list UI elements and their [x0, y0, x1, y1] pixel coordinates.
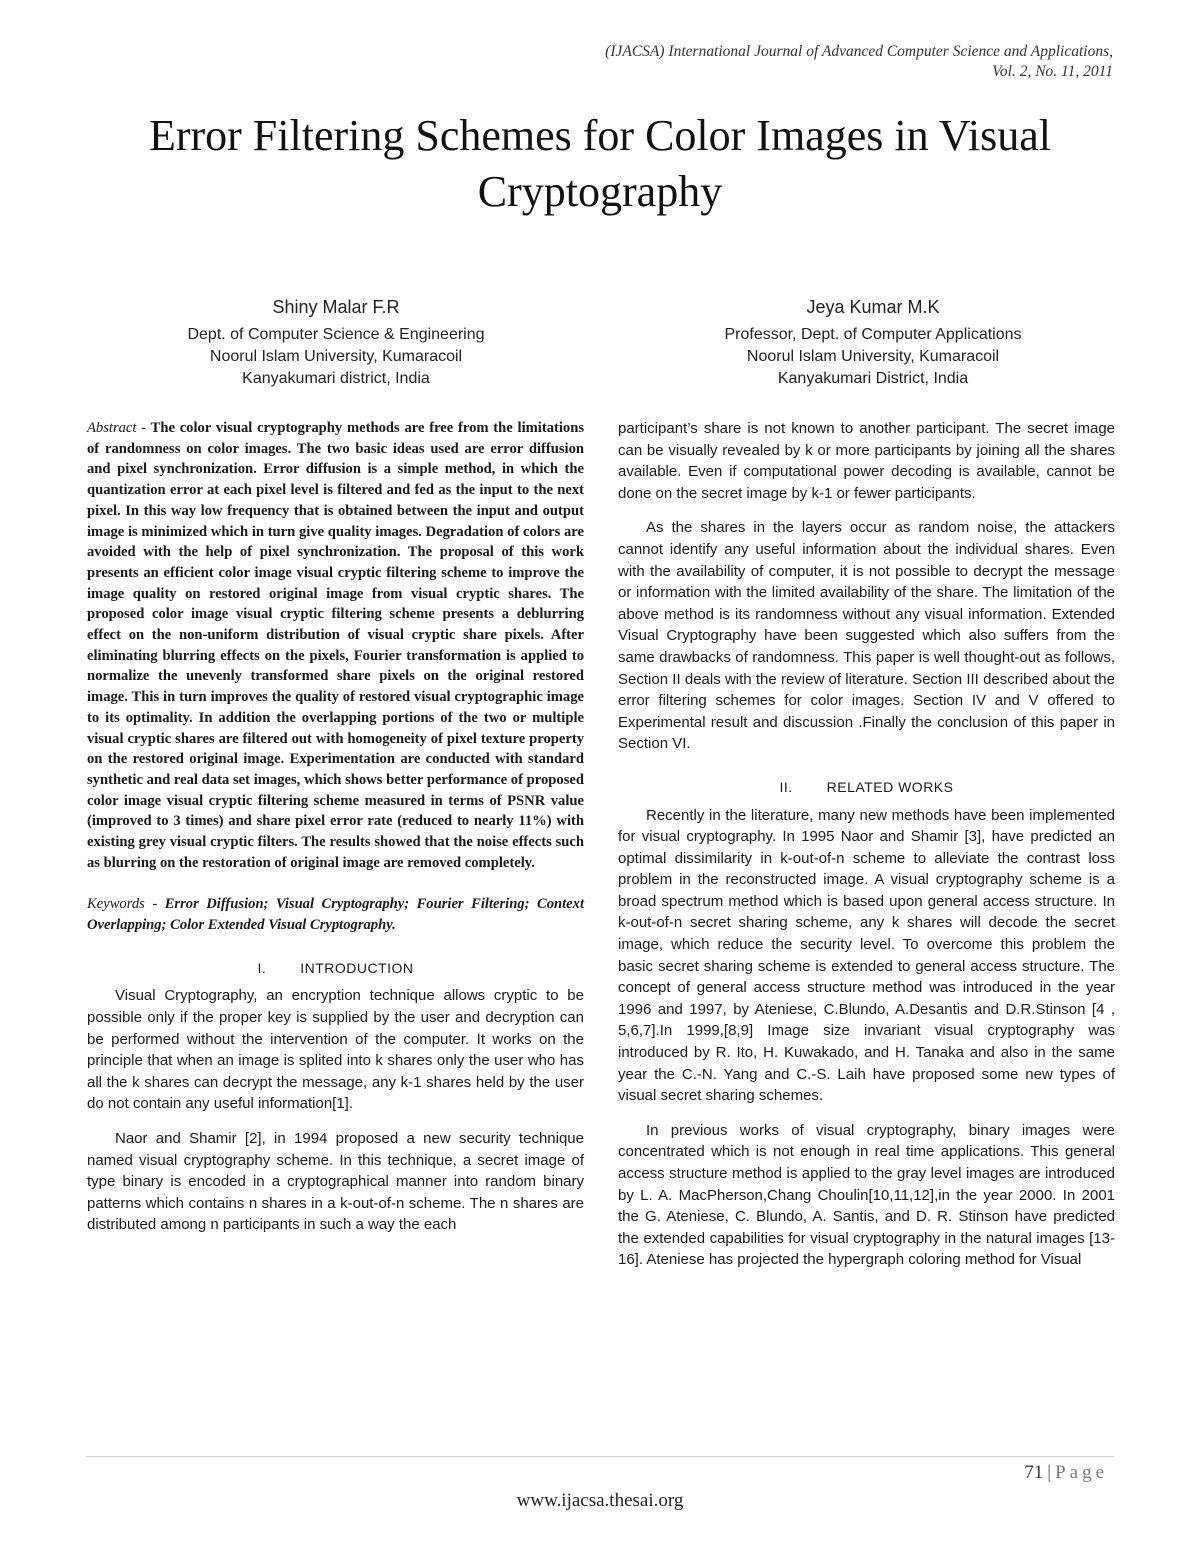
- page-number-value: 71: [1024, 1462, 1044, 1483]
- abstract-label: Abstract -: [87, 420, 147, 436]
- journal-header: [413, 42, 1113, 82]
- author-affiliation: Kanyakumari district, India: [242, 370, 430, 387]
- keywords-text: Error Diffusion; Visual Cryptography; Fourier Filtering; Context Overlapping; Color Extended Visual Cryptography.: [87, 896, 585, 934]
- left-column: [87, 418, 584, 1236]
- author-name: Shiny Malar F.R: [272, 297, 400, 317]
- author-block-2: [623, 296, 1123, 390]
- abstract-text: The color visual cryptography methods are free from the limitations of randomness on color images. The two basic ideas used are error diffusion and pixel synchronization. Error diffusion is a simple method, in which the quantization error at each pixel level is filtered and fed as the input to the next pixel. In this way low frequency that is obtained between the input and output image is minimized which in turn give quality images. Degradation of colors are avoided with the help of pixel synchronization. The proposal of this work presents an efficient color image visual cryptic filtering scheme to improve the image quality on restored original image from visual cryptic shares. The proposed color image visual cryptic filtering scheme presents a deblurring effect on the non-uniform distribution of visual cryptic share pixels. After eliminating blurring effects on the pixels, Fourier transformation is applied to normalize the unevenly transformed share pixels on the original restored image. This in turn improves the quality of restored visual cryptographic image to its optimality. In addition the overlapping portions of the two or multiple visual cryptic shares are filtered out with homogeneity of pixel texture property on the restored original image. Experimentation are conducted with standard synthetic and real data set images, which shows better performance of proposed color image visual cryptic filtering scheme measured in terms of PSNR value (improved to 3 times) and share pixel error rate (reduced to nearly 11%) with existing grey visual cryptic filters. The results showed that the noise effects such as blurring on the restoration of original image are removed completely.: [87, 420, 585, 871]
- footer-divider: [86, 1456, 1114, 1457]
- author-name: Jeya Kumar M.K: [806, 297, 940, 317]
- keywords-label: Keywords -: [87, 896, 158, 913]
- author-affiliation: Professor, Dept. of Computer Applications: [724, 326, 1022, 343]
- section-heading-related-works: [618, 777, 1115, 799]
- author-affiliation: Kanyakumari District, India: [777, 370, 969, 387]
- page-number: [1024, 1462, 1108, 1484]
- author-affiliation: Noorul Islam University, Kumaracoil: [746, 348, 1000, 365]
- keywords: [87, 894, 584, 935]
- paragraph: Naor and Shamir [2], in 1994 proposed a new security technique named visual cryptography scheme. In this technique, a secret image of type binary is encoded in a cryptographical manner into random binary patterns which contains n shares in a k-out-of-n scheme. The n shares are distributed among n participants in such a way the each: [87, 1130, 584, 1234]
- section-number: II.: [779, 778, 793, 795]
- page-word: Page: [1055, 1462, 1108, 1483]
- section-title: INTRODUCTION: [300, 959, 414, 976]
- author-affiliation: Dept. of Computer Science & Engineering: [187, 326, 485, 343]
- author-affiliation: Noorul Islam University, Kumaracoil: [209, 348, 463, 365]
- journal-name: (IJACSA) International Journal of Advanced Computer Science and Applications,: [605, 43, 1113, 60]
- section-title: RELATED WORKS: [826, 778, 954, 795]
- page-separator: |: [1047, 1462, 1052, 1483]
- section-number: I.: [257, 959, 267, 976]
- title-line-1: Error Filtering Schemes for Color Images in Visual: [148, 111, 1052, 160]
- paragraph: As the shares in the layers occur as random noise, the attackers cannot identify any useful information about the individual shares. Even with the availability of computer, it is not possible to decrypt the message or information with the limited availability of the share. The limitation of the above method is its randomness without any visual information. Extended Visual Cryptography have been suggested which also suffers from the same drawbacks of randomness. This paper is well thought-out as follows, Section II deals with the review of literature. Section III described about the error filtering schemes for color images. Section IV and V offered to Experimental result and discussion .Finally the conclusion of this paper in Section VI.: [618, 519, 1115, 753]
- abstract: [87, 418, 584, 873]
- section-heading-introduction: [87, 958, 584, 980]
- paper-title: [60, 108, 1140, 220]
- journal-volume: Vol. 2, No. 11, 2011: [992, 63, 1113, 80]
- paragraph: participant’s share is not known to another participant. The secret image can be visually revealed by k or more participants by joining all the shares available. Even if computational power decoding is available, cannot be done on the secret image by k-1 or fewer participants.: [618, 420, 1115, 502]
- title-line-2: Cryptography: [477, 167, 723, 216]
- right-column: [618, 418, 1115, 1271]
- paragraph: In previous works of visual cryptography, binary images were concentrated which is not enough in real time applications. This general access structure method is applied to the gray level images are introduced by L. A. MacPherson,Chang Choulin[10,11,12],in the year 2000. In 2001 the G. Ateniese, C. Blundo, A. Santis, and D. R. Stinson have predicted the extended capabilities for visual cryptography in the natural images [13-16]. Ateniese has projected the hypergraph coloring method for Visual: [618, 1121, 1115, 1269]
- author-block-1: [86, 296, 586, 390]
- paragraph: Recently in the literature, many new methods have been implemented for visual cryptography. In 1995 Naor and Shamir [3], have predicted an optimal dissimilarity in k-out-of-n scheme to alleviate the contrast loss problem in the reconstructed image. A visual cryptography scheme is a broad spectrum method which is based upon general access structure. In k-out-of-n secret sharing scheme, any k shares will decode the secret image, which reduce the security level. To overcome this problem the basic secret sharing scheme is extended to general access structure. The concept of general access structure method was introduced in the year 1996 and 1997, by Ateniese, C.Blundo, A.Desantis and D.R.Stinson [4 , 5,6,7].In 1999,[8,9] Image size invariant visual cryptography was introduced by R. Ito, H. Kuwakado, and H. Tanaka and also in the same year the C.-N. Yang and C.-S. Laih have proposed some new types of visual secret sharing schemes.: [618, 806, 1115, 1105]
- website-url: www.ijacsa.thesai.org: [516, 1490, 684, 1511]
- paragraph: Visual Cryptography, an encryption technique allows cryptic to be possible only if the proper key is supplied by the user and decryption can be performed without the intervention of the computer. It works on the principle that when an image is splited into k shares only the user who has all the k shares can decrypt the message, any k-1 shares held by the user do not contain any useful information[1].: [87, 987, 584, 1113]
